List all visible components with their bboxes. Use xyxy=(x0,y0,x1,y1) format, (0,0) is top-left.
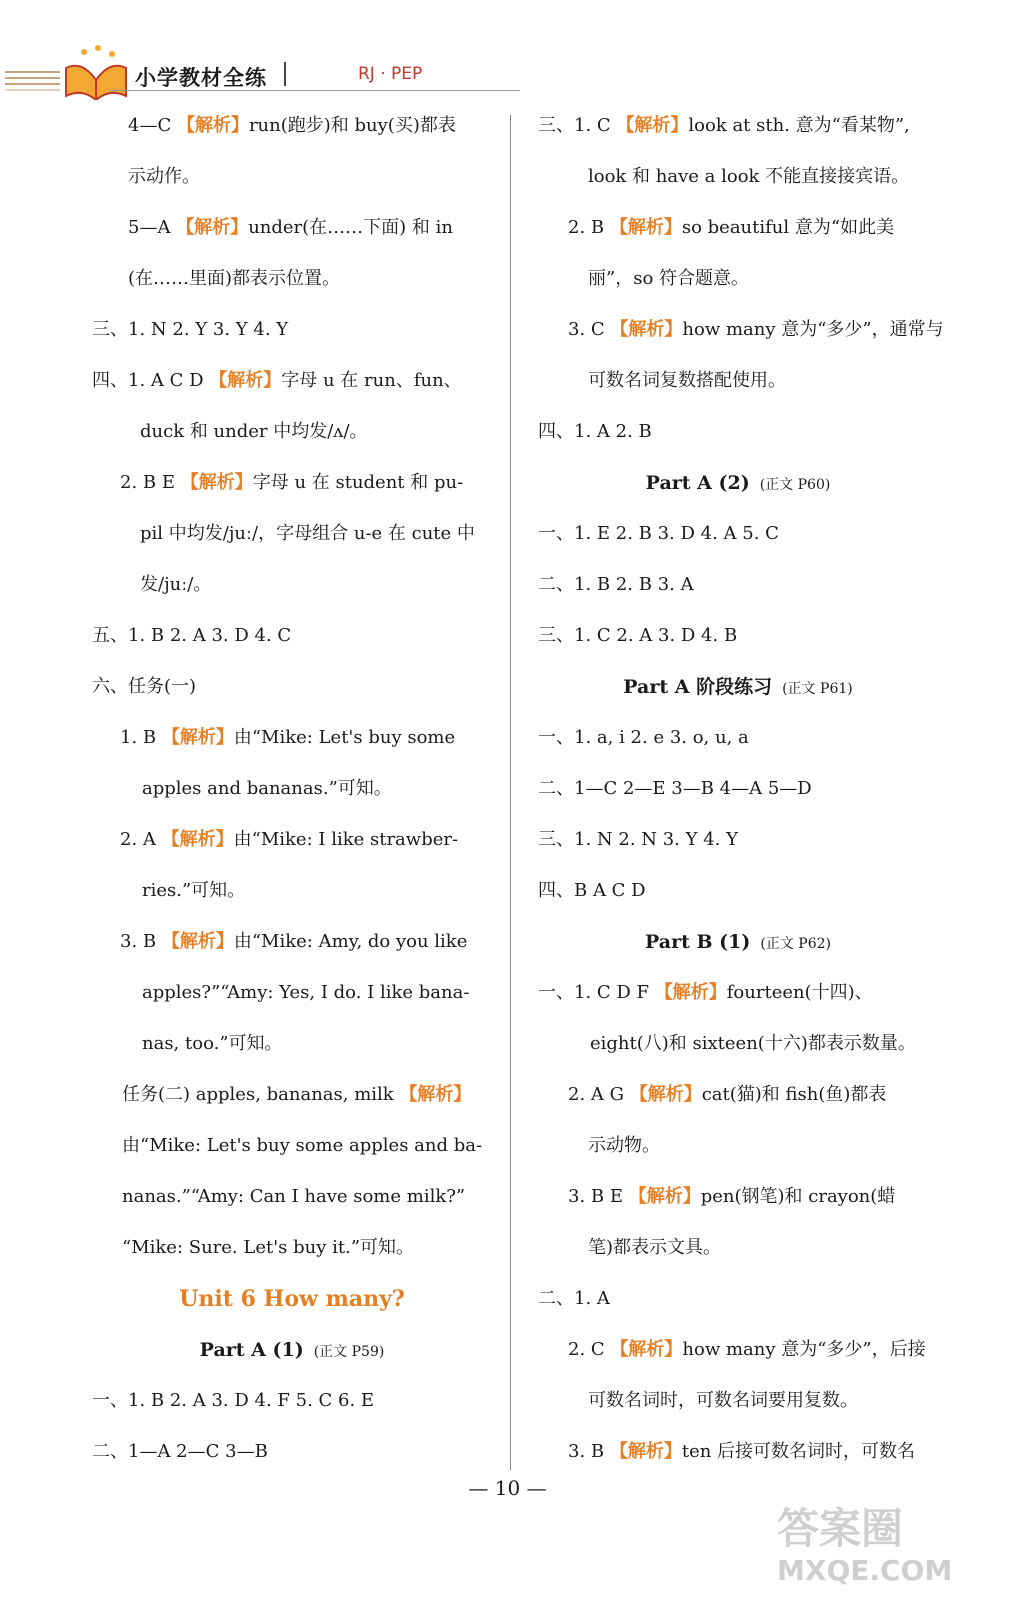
answer-text: 二、1—C 2—E 3—B 4—A 5—D xyxy=(538,778,812,799)
answer-text: 4—C xyxy=(128,115,177,136)
answer-line xyxy=(142,968,492,1018)
page-number: — 10 — xyxy=(468,1476,547,1500)
answer-group xyxy=(120,458,463,508)
answer-line xyxy=(538,407,938,457)
analysis-tag: 【解析】 xyxy=(161,931,234,952)
analysis-text: run(跑步)和 buy(买)都表 xyxy=(248,115,456,136)
answer-group xyxy=(92,370,462,391)
answer-text: 四、1. A C D xyxy=(92,370,210,391)
analysis-tag: 【解析】 xyxy=(176,217,249,238)
analysis-text: 由“Mike: Amy, do you like xyxy=(233,931,468,952)
analysis-tag: 【解析】 xyxy=(161,829,234,850)
answer-line xyxy=(120,713,492,763)
answer-text: apples and bananas.”可知。 xyxy=(142,778,392,799)
analysis-tag: 【解析】 xyxy=(209,370,282,391)
answer-line xyxy=(92,305,492,355)
analysis-tag: 【解析】 xyxy=(399,1084,472,1105)
answer-text: 二、1. A xyxy=(538,1288,610,1309)
column-divider xyxy=(510,115,511,1470)
answer-group xyxy=(538,101,910,151)
answer-group xyxy=(568,305,944,355)
analysis-tag: 【解析】 xyxy=(176,115,249,136)
analysis-text: look at sth. 意为“看某物”, xyxy=(688,115,910,136)
answer-line xyxy=(588,1121,938,1171)
unit-title: Unit 6 How many? xyxy=(179,1286,405,1312)
answer-text: 三、1. N 2. N 3. Y 4. Y xyxy=(538,829,739,850)
answer-text: 3. B xyxy=(120,931,162,952)
answer-text: 由“Mike: Let's buy some apples and ba- xyxy=(122,1135,483,1156)
answer-text: 3. B xyxy=(568,1441,610,1462)
answer-text: 三、1. N 2. Y 3. Y 4. Y xyxy=(92,319,289,340)
answer-line xyxy=(92,356,492,406)
analysis-tag: 【解析】 xyxy=(616,115,689,136)
header-separator xyxy=(284,62,286,86)
answer-text: 2. B E xyxy=(120,472,181,493)
answer-line xyxy=(588,1223,938,1273)
answer-line xyxy=(128,152,492,202)
answer-text: 一、1. C D F xyxy=(538,982,655,1003)
answer-line xyxy=(568,1325,938,1375)
page-reference: (正文 P59) xyxy=(313,1344,385,1360)
answer-line xyxy=(120,917,492,967)
analysis-tag: 【解析】 xyxy=(610,1339,683,1360)
answer-text: 发/juː/。 xyxy=(140,574,212,595)
answer-text: apples?”“Amy: Yes, I do. I like bana- xyxy=(142,982,470,1003)
answer-group xyxy=(120,815,458,865)
unit-heading xyxy=(92,1274,492,1324)
answer-group xyxy=(538,968,873,1018)
answer-text: (在……里面)都表示位置。 xyxy=(128,268,341,289)
answer-line xyxy=(538,560,938,610)
page-header xyxy=(0,0,1015,110)
page-reference: (正文 P61) xyxy=(782,681,853,697)
analysis-tag: 【解析】 xyxy=(609,1441,682,1462)
answer-text: 可数名词复数搭配使用。 xyxy=(588,370,786,391)
answer-group xyxy=(568,203,894,253)
answer-line xyxy=(92,662,492,712)
answer-text: look 和 have a look 不能直接接宾语。 xyxy=(588,166,910,187)
answer-text: nanas.”“Amy: Can I have some milk?” xyxy=(122,1186,466,1207)
answer-text: ries.”可知。 xyxy=(142,880,246,901)
answer-text: pil 中均发/juː/，字母组合 u-e 在 cute 中 xyxy=(140,523,475,544)
answer-text: 一、1. a, i 2. e 3. o, u, a xyxy=(538,727,749,748)
answer-line xyxy=(568,305,944,355)
answer-text: 五、1. B 2. A 3. D 4. C xyxy=(92,625,292,646)
analysis-tag: 【解析】 xyxy=(610,319,683,340)
answer-line xyxy=(122,1172,492,1222)
answer-line xyxy=(538,866,938,916)
analysis-tag: 【解析】 xyxy=(629,1084,702,1105)
answer-text: 四、1. A 2. B xyxy=(538,421,652,442)
answer-line xyxy=(588,356,938,406)
analysis-text: how many 意为“多少”，后接 xyxy=(682,1339,926,1360)
part-heading xyxy=(538,458,938,508)
watermark-url: MXQE.COM xyxy=(777,1554,953,1587)
answer-line xyxy=(590,1019,938,1069)
part-title: Part A (2) xyxy=(645,472,750,494)
answer-line xyxy=(122,1223,492,1273)
answer-line xyxy=(568,1427,938,1477)
answer-text: 3. B E xyxy=(568,1186,629,1207)
answer-text: 5—A xyxy=(128,217,177,238)
answer-text: 三、1. C 2. A 3. D 4. B xyxy=(538,625,738,646)
edition-label: RJ · PEP xyxy=(358,64,423,84)
analysis-text: so beautiful 意为“如此美 xyxy=(681,217,895,238)
answer-line xyxy=(538,815,938,865)
answer-text: 示动作。 xyxy=(128,166,200,187)
answer-text: 二、1—A 2—C 3—B xyxy=(92,1441,268,1462)
part-title: Part A (1) xyxy=(199,1339,304,1361)
answer-line xyxy=(92,611,492,661)
answer-group xyxy=(120,713,455,763)
analysis-tag: 【解析】 xyxy=(628,1186,701,1207)
answer-line xyxy=(120,815,492,865)
answer-line xyxy=(128,254,492,304)
answer-text: 可数名词时，可数名词要用复数。 xyxy=(588,1390,858,1411)
answer-text: 示动物。 xyxy=(588,1135,660,1156)
answer-text: 二、1. B 2. B 3. A xyxy=(538,574,694,595)
answer-text: “Mike: Sure. Let's buy it.”可知。 xyxy=(122,1237,415,1258)
answer-line xyxy=(122,1121,492,1171)
page-reference: (正文 P62) xyxy=(760,936,831,952)
answer-text: 2. B xyxy=(568,217,610,238)
answer-text: 一、1. E 2. B 3. D 4. A 5. C xyxy=(538,523,779,544)
answer-group xyxy=(120,917,467,967)
answer-text: 2. A xyxy=(120,829,162,850)
answer-text: 丽”，so 符合题意。 xyxy=(588,268,749,289)
part-title: Part A 阶段练习 xyxy=(623,676,773,698)
watermark-logo-icon xyxy=(767,1488,997,1588)
watermark xyxy=(767,1488,997,1588)
answer-line xyxy=(538,1274,938,1324)
analysis-text: 由“Mike: I like strawber- xyxy=(233,829,459,850)
answer-group xyxy=(568,1325,926,1375)
book-logo-icon xyxy=(0,0,130,100)
answer-group xyxy=(568,1427,915,1477)
answer-group xyxy=(128,203,453,253)
answer-line xyxy=(538,764,938,814)
analysis-text: cat(猫)和 fish(鱼)都表 xyxy=(701,1084,887,1105)
answer-line xyxy=(140,509,492,559)
answer-line xyxy=(568,1070,938,1120)
answer-line xyxy=(588,254,938,304)
analysis-text: how many 意为“多少”，通常与 xyxy=(682,319,944,340)
header-rule xyxy=(110,90,520,91)
answer-line xyxy=(142,866,492,916)
answer-line xyxy=(538,101,938,151)
analysis-text: 字母 u 在 student 和 pu- xyxy=(252,472,464,493)
analysis-text: 由“Mike: Let's buy some xyxy=(233,727,456,748)
watermark-text: 答案圈 xyxy=(777,1504,904,1553)
analysis-text: ten 后接可数名词时，可数名 xyxy=(681,1441,916,1462)
analysis-text: 字母 u 在 run、fun、 xyxy=(281,370,462,391)
answer-text: 1. B xyxy=(120,727,162,748)
answer-group xyxy=(568,1070,886,1120)
answer-line xyxy=(92,1427,492,1477)
analysis-text: under(在……下面) 和 in xyxy=(248,217,453,238)
answer-text: 四、B A C D xyxy=(538,880,646,901)
part-heading xyxy=(92,1325,492,1375)
analysis-tag: 【解析】 xyxy=(609,217,682,238)
answer-line xyxy=(568,203,938,253)
analysis-text: pen(钢笔)和 crayon(蜡 xyxy=(700,1186,896,1207)
answer-line xyxy=(538,509,938,559)
answer-line xyxy=(588,152,938,202)
analysis-tag: 【解析】 xyxy=(161,727,234,748)
answer-line xyxy=(122,1070,492,1120)
book-title: 小学教材全练 xyxy=(135,66,267,90)
answer-line xyxy=(142,1019,492,1069)
answer-text: 任务(二) apples, bananas, milk xyxy=(122,1084,400,1105)
answer-line xyxy=(140,407,492,457)
answer-text: 三、1. C xyxy=(538,115,617,136)
answer-text: 3. C xyxy=(568,319,611,340)
analysis-tag: 【解析】 xyxy=(654,982,727,1003)
answer-line xyxy=(588,1376,938,1426)
answer-line xyxy=(142,764,492,814)
part-heading xyxy=(538,917,938,967)
answer-line xyxy=(538,713,938,763)
answer-line xyxy=(538,968,938,1018)
answer-text: 2. A G xyxy=(568,1084,630,1105)
answer-group xyxy=(568,1172,895,1222)
part-heading xyxy=(538,662,938,712)
analysis-text: fourteen(十四)、 xyxy=(726,982,873,1003)
analysis-tag: 【解析】 xyxy=(180,472,253,493)
answer-line xyxy=(128,101,492,151)
answer-line xyxy=(538,611,938,661)
answer-line xyxy=(120,458,492,508)
answer-line xyxy=(140,560,492,610)
answer-text: 一、1. B 2. A 3. D 4. F 5. C 6. E xyxy=(92,1390,375,1411)
answer-line xyxy=(568,1172,938,1222)
answer-text: 2. C xyxy=(568,1339,611,1360)
answer-text: duck 和 under 中均发/ʌ/。 xyxy=(140,421,368,442)
answer-text: 六、任务(一) xyxy=(92,676,197,697)
answer-group xyxy=(122,1070,471,1120)
answer-group xyxy=(128,101,456,151)
part-title: Part B (1) xyxy=(645,931,751,953)
answer-line xyxy=(128,203,492,253)
answer-text: nas, too.”可知。 xyxy=(142,1033,283,1054)
answer-text: eight(八)和 sixteen(十六)都表示数量。 xyxy=(590,1033,916,1054)
answer-line xyxy=(92,1376,492,1426)
page-reference: (正文 P60) xyxy=(759,477,831,493)
answer-text: 笔)都表示文具。 xyxy=(588,1237,722,1258)
